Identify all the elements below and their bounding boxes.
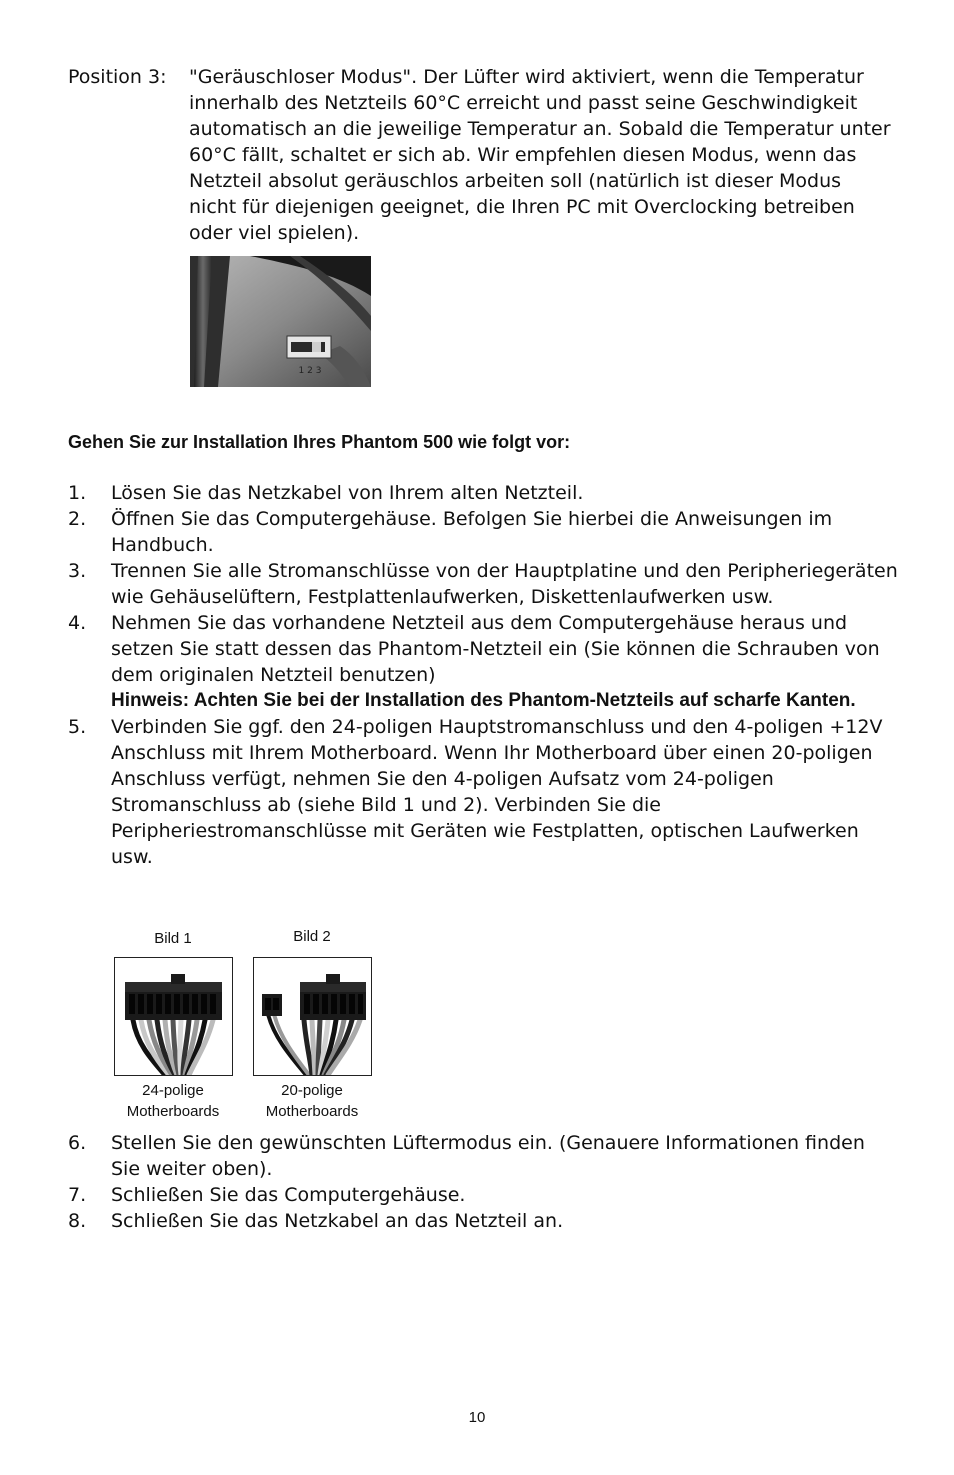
list-item [68,1182,898,1208]
step-text: Öffnen Sie das Computergehäuse. Befolgen Sie hierbei die Anweisungen im Handbuch. [111,508,833,556]
page-number: 10 [468,1409,486,1426]
step-text: Schließen Sie das Netzkabel an das Netzteil an. [111,1210,564,1232]
list-item [68,1130,898,1182]
figure-1-label-wrap [114,930,232,948]
installation-steps-list-continued [68,1130,898,1234]
connector-20pin-illustration [254,958,371,1075]
list-item [68,480,898,506]
installation-steps-list [68,480,898,870]
step-number: 1. [68,482,87,504]
list-item [68,714,898,870]
figure-2-caption [247,1080,377,1122]
figure-2-caption-line1: 20-polige [281,1082,343,1099]
step-number: 2. [68,508,87,530]
list-item [68,558,898,610]
figure-1-label: Bild 1 [154,930,192,947]
figure-2-image [253,957,372,1076]
step-text: Nehmen Sie das vorhandene Netzteil aus dem Computergehäuse heraus und setzen Sie statt dessen das Phantom-Netzteil ein (Sie können die Schrauben von dem originalen Netzteil benutzen) [111,612,880,686]
step-number: 6. [68,1132,87,1154]
list-item [68,506,898,558]
step-text: Schließen Sie das Computergehäuse. [111,1184,466,1206]
fan-switch-illustration [190,256,371,387]
figure-1-caption-line2: Motherboards [126,1103,220,1120]
step-number: 8. [68,1210,87,1232]
connector-24pin-illustration [115,958,232,1075]
position-3-description: "Geräuschloser Modus". Der Lüfter wird aktiviert, wenn die Temperatur innerhalb des Netzteils 60°C erreicht und passt seine Geschwindigkeit automatisch an die jeweilige Temperatur an. Sobald die Temperatur unter 60°C fällt, schaltet er sich ab. Wir empfehlen diesen Modus, wenn das Netzteil absolut geräuschlos arbeiten soll (natürlich ist dieser Modus nicht für diejenigen geeignet, die Ihren PC mit Overclocking betreiben oder viel spielen). [189,66,891,244]
step-number: 4. [68,612,87,634]
step-number: 3. [68,560,87,582]
figure-1-caption-line1: 24-polige [142,1082,204,1099]
step-text: Verbinden Sie ggf. den 24-poligen Hauptstromanschluss und den 4-poligen +12V Anschluss mit Ihrem Motherboard. Wenn Ihr Motherboard über einen 20-poligen Anschluss verfügt, nehmen Sie den 4-poligen Aufsatz vom 24-poligen Stromanschluss ab (siehe Bild 1 und 2). Verbinden Sie die Peripheriestromanschlüsse mit Geräten wie Festplatten, optischen Laufwerken usw. [111,716,883,868]
figure-2-caption-line2: Motherboards [265,1103,359,1120]
step-text: Lösen Sie das Netzkabel von Ihrem alten Netzteil. [111,482,584,504]
step-text: Trennen Sie alle Stromanschlüsse von der Hauptplatine und den Peripheriegeräten wie Gehäuselüftern, Festplattenlaufwerken, Diskettenlaufwerken usw. [111,560,898,608]
list-item [68,610,898,714]
step-warning-note: Hinweis: Achten Sie bei der Installation des Phantom-Netzteils auf scharfe Kanten. [111,690,856,711]
switch-position-markings: 1 2 3 [298,366,322,376]
position-3-label: Position 3: [68,66,167,88]
step-text: Stellen Sie den gewünschten Lüftermodus ein. (Genauere Informationen finden Sie weiter oben). [111,1132,865,1180]
figure-2-label-wrap [253,928,371,946]
list-item [68,1208,898,1234]
step-number: 7. [68,1184,87,1206]
installation-heading: Gehen Sie zur Installation Ihres Phantom 500 wie folgt vor: [68,432,571,452]
figure-1-image [114,957,233,1076]
step-number: 5. [68,716,87,738]
figure-1-caption [108,1080,238,1122]
fan-switch-photo [190,256,371,387]
figure-2-label: Bild 2 [293,928,331,945]
